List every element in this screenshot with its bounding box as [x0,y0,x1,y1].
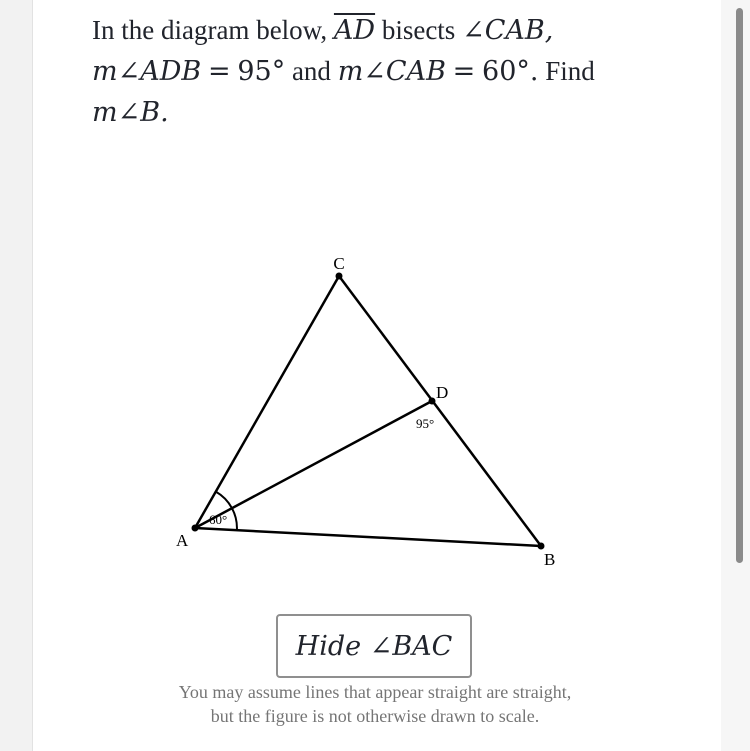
side-ab [195,528,541,546]
side-cb [339,276,541,546]
segment-ad: $\overline{AD}$ [333,15,376,46]
left-background [0,0,32,751]
label-d: D [436,383,449,402]
bisects-word: bisects [381,15,456,45]
find-target: m∠B. [92,97,169,128]
point-b [538,543,545,550]
problem-statement [92,10,692,133]
hide-angle-button-label: Hide ∠BAC [295,630,453,662]
find-word: Find [545,56,595,86]
label-c: C [333,254,345,273]
scale-note-line-2: but the figure is not otherwise drawn to scale. [210,706,540,726]
scale-note-line-1: You may assume lines that appear straight are straight, [178,682,572,702]
equals-sign-2: = [452,56,476,87]
hide-angle-button[interactable] [276,614,472,678]
value-95: 95° [237,56,286,87]
angle-label-95: 95° [416,416,435,431]
angle-label-60: 60° [209,512,228,527]
label-a: A [176,531,189,550]
angle-cab-ref: ∠CAB, [462,15,554,46]
value-60: 60°. [482,56,539,87]
triangle-diagram [160,240,580,580]
point-a [192,525,199,532]
equals-sign: = [207,56,231,87]
point-c [336,273,343,280]
m-angle-adb: m∠ADB [92,56,202,87]
m-angle-cab: m∠CAB [337,56,446,87]
problem-intro: In the diagram below, [92,15,328,45]
label-b: B [544,550,556,569]
scrollbar-thumb[interactable] [736,8,743,563]
scale-note [100,680,650,728]
and-word: and [291,56,331,86]
point-d [429,398,436,405]
